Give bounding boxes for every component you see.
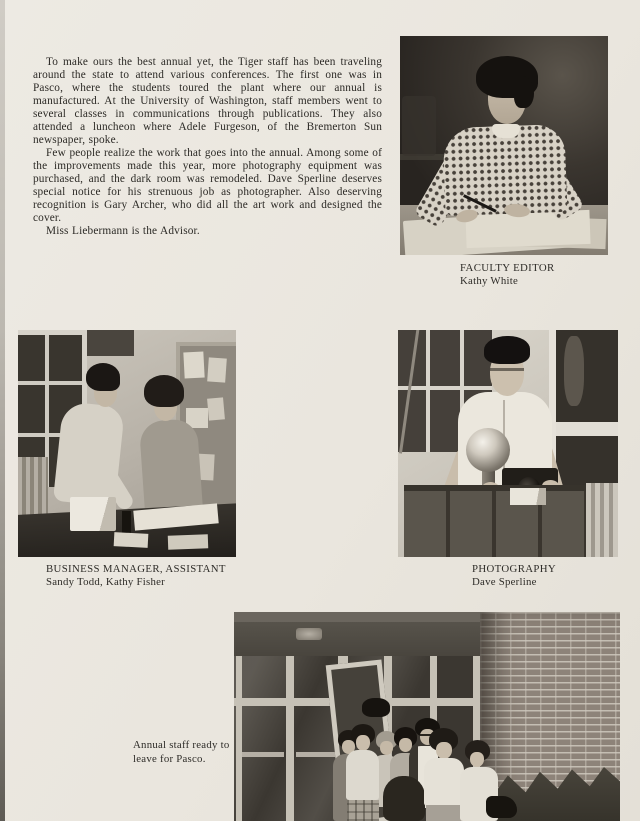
door-push-bar <box>242 752 284 757</box>
handbag <box>486 796 517 818</box>
caption-names: Kathy White <box>460 275 519 287</box>
caption-names: Sandy Todd, Kathy Fisher <box>46 576 166 588</box>
photographer-hair <box>484 336 530 364</box>
window-pole <box>399 330 420 454</box>
caption-text: Annual staff ready to leave for Pasco. <box>133 739 230 765</box>
article-paragraph-3: Miss Liebermann is the Advisor. <box>46 225 200 237</box>
table-paper <box>168 534 208 549</box>
front-girl-plaid-skirt <box>347 800 379 821</box>
photo-photography <box>398 330 618 557</box>
center-woman-blouse <box>424 758 464 806</box>
caption-names: Dave Sperline <box>472 576 537 588</box>
equipment-trunk <box>404 485 588 557</box>
window-mullion <box>18 381 82 385</box>
scan-edge-shadow <box>0 0 5 821</box>
caption-group-photo <box>133 739 241 766</box>
photo-business-manager <box>18 330 236 557</box>
student-face <box>380 741 393 755</box>
article-paragraph-1: To make ours the best annual yet, the Tiger staff has been traveling around the state to attend various conferences. The first one was in Pasco, where the students toured the plant where our annual is manufactured. At the University of Washington, staff members went to several classes in communications through publications. They also attended a luncheon where Adele Furgeson, of the Bremerton Sun newspaper, spoke. <box>33 56 382 146</box>
student-right-hair <box>144 375 184 407</box>
window-muntin <box>398 386 492 390</box>
entrance-ceiling <box>234 622 480 656</box>
door-push-bar <box>296 752 336 757</box>
hair-fringe <box>514 76 534 108</box>
student-face <box>399 738 412 752</box>
center-woman-face <box>436 742 452 759</box>
collar <box>492 124 520 138</box>
center-woman-skirt <box>426 805 464 821</box>
caption-business-manager <box>46 563 226 589</box>
article-text <box>33 56 382 238</box>
ink-bottle <box>122 511 131 535</box>
background-chair <box>402 96 436 156</box>
entrance-fascia <box>234 612 480 622</box>
pinned-paper <box>207 357 227 382</box>
pinned-paper <box>207 397 225 420</box>
caption-photography <box>472 563 556 589</box>
front-girl-face <box>356 735 370 751</box>
paper-sheet <box>465 210 590 248</box>
student-left-sweater <box>53 401 125 507</box>
article-paragraph-2: Few people realize the work that goes into the annual. Among some of the improvements made this year, more photography equipment was purchased, and the dark room was remodeled. Dave Sperline deserves special notice for his strenuous job as photographer. Also deserving recognition is Gary Archer, who did all the art work and designed the cover. <box>33 147 382 224</box>
window-foliage <box>564 336 584 406</box>
photo-faculty-editor <box>400 36 608 255</box>
caption-title: PHOTOGRAPHY <box>472 563 557 575</box>
right-woman-face <box>470 752 484 767</box>
flash-reflector <box>466 428 510 472</box>
photo-group-pasco <box>234 612 620 821</box>
coat-over-stroller <box>383 776 425 821</box>
window-muntin <box>426 330 430 452</box>
glasses <box>490 368 524 371</box>
adding-machine <box>70 497 116 531</box>
student-right-dress <box>139 418 204 518</box>
door-frame <box>286 656 294 821</box>
film-box <box>510 488 546 505</box>
window-sill-bar <box>556 422 618 436</box>
caption-title: FACULTY EDITOR <box>460 262 555 274</box>
radiator <box>586 483 618 557</box>
table-paper <box>114 532 149 548</box>
bag-on-door <box>362 698 390 717</box>
front-girl-cardigan <box>346 750 379 800</box>
caption-faculty-editor <box>460 262 555 288</box>
caption-title: BUSINESS MANAGER, ASSISTANT <box>46 563 226 575</box>
pinned-paper <box>183 351 204 378</box>
ceiling-light <box>296 628 322 640</box>
student-left-hair <box>86 363 120 391</box>
